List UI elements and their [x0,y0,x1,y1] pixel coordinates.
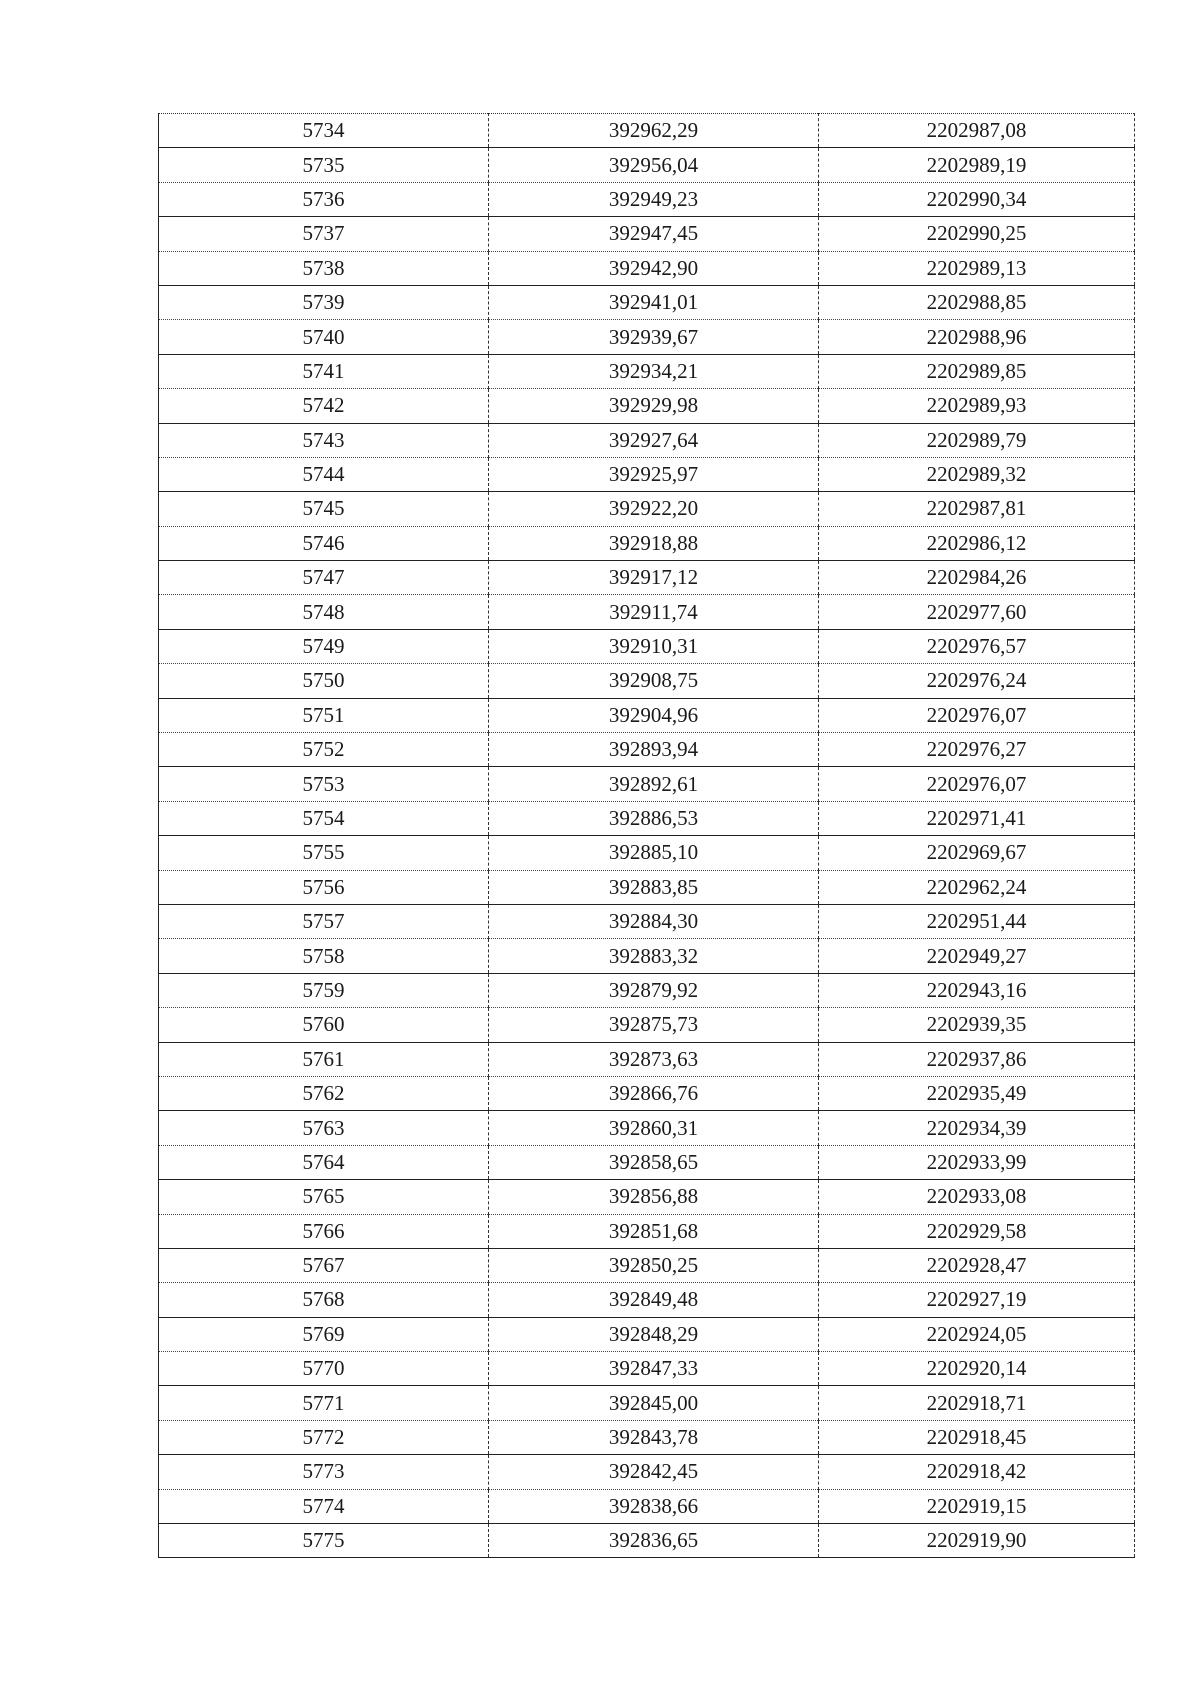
x-coordinate-cell: 392875,73 [489,1008,819,1042]
table-row [159,320,1135,354]
point-number-cell: 5762 [159,1076,489,1110]
y-coordinate-cell: 2202989,79 [819,423,1135,457]
point-number-cell: 5766 [159,1214,489,1248]
y-coordinate-cell: 2202928,47 [819,1248,1135,1282]
point-number-cell: 5751 [159,698,489,732]
table-row [159,767,1135,801]
point-number-cell: 5770 [159,1352,489,1386]
x-coordinate-cell: 392866,76 [489,1076,819,1110]
x-coordinate-cell: 392883,32 [489,939,819,973]
point-number-cell: 5749 [159,629,489,663]
table-row [159,1076,1135,1110]
table-row [159,1455,1135,1489]
y-coordinate-cell: 2202971,41 [819,801,1135,835]
point-number-cell: 5757 [159,904,489,938]
point-number-cell: 5756 [159,870,489,904]
table-row [159,733,1135,767]
table-row [159,148,1135,182]
table-row [159,217,1135,251]
point-number-cell: 5748 [159,595,489,629]
table-row [159,904,1135,938]
table-row [159,1042,1135,1076]
point-number-cell: 5741 [159,354,489,388]
point-number-cell: 5735 [159,148,489,182]
point-number-cell: 5767 [159,1248,489,1282]
y-coordinate-cell: 2202990,25 [819,217,1135,251]
y-coordinate-cell: 2202969,67 [819,836,1135,870]
point-number-cell: 5753 [159,767,489,801]
x-coordinate-cell: 392883,85 [489,870,819,904]
table-row [159,973,1135,1007]
x-coordinate-cell: 392843,78 [489,1420,819,1454]
table-row [159,629,1135,663]
y-coordinate-cell: 2202977,60 [819,595,1135,629]
x-coordinate-cell: 392893,94 [489,733,819,767]
y-coordinate-cell: 2202976,24 [819,664,1135,698]
point-number-cell: 5736 [159,182,489,216]
x-coordinate-cell: 392851,68 [489,1214,819,1248]
point-number-cell: 5768 [159,1283,489,1317]
x-coordinate-cell: 392848,29 [489,1317,819,1351]
table-row [159,561,1135,595]
x-coordinate-cell: 392860,31 [489,1111,819,1145]
point-number-cell: 5750 [159,664,489,698]
y-coordinate-cell: 2202918,71 [819,1386,1135,1420]
table-row [159,595,1135,629]
x-coordinate-cell: 392886,53 [489,801,819,835]
table-row [159,1317,1135,1351]
x-coordinate-cell: 392838,66 [489,1489,819,1523]
y-coordinate-cell: 2202918,45 [819,1420,1135,1454]
y-coordinate-cell: 2202924,05 [819,1317,1135,1351]
x-coordinate-cell: 392941,01 [489,285,819,319]
y-coordinate-cell: 2202934,39 [819,1111,1135,1145]
table-row [159,182,1135,216]
table-row [159,1111,1135,1145]
point-number-cell: 5769 [159,1317,489,1351]
x-coordinate-cell: 392904,96 [489,698,819,732]
table-row [159,251,1135,285]
x-coordinate-cell: 392922,20 [489,492,819,526]
y-coordinate-cell: 2202919,15 [819,1489,1135,1523]
table-row [159,836,1135,870]
x-coordinate-cell: 392873,63 [489,1042,819,1076]
x-coordinate-cell: 392908,75 [489,664,819,698]
x-coordinate-cell: 392884,30 [489,904,819,938]
x-coordinate-cell: 392842,45 [489,1455,819,1489]
x-coordinate-cell: 392879,92 [489,973,819,1007]
x-coordinate-cell: 392910,31 [489,629,819,663]
y-coordinate-cell: 2202919,90 [819,1524,1135,1558]
table-row [159,1283,1135,1317]
y-coordinate-cell: 2202962,24 [819,870,1135,904]
x-coordinate-cell: 392956,04 [489,148,819,182]
x-coordinate-cell: 392849,48 [489,1283,819,1317]
table-row [159,939,1135,973]
table-row [159,870,1135,904]
y-coordinate-cell: 2202987,81 [819,492,1135,526]
coordinates-table [158,113,1135,1558]
y-coordinate-cell: 2202920,14 [819,1352,1135,1386]
point-number-cell: 5752 [159,733,489,767]
y-coordinate-cell: 2202976,07 [819,698,1135,732]
y-coordinate-cell: 2202976,07 [819,767,1135,801]
point-number-cell: 5738 [159,251,489,285]
y-coordinate-cell: 2202984,26 [819,561,1135,595]
y-coordinate-cell: 2202918,42 [819,1455,1135,1489]
table-row [159,1352,1135,1386]
table-row [159,1248,1135,1282]
x-coordinate-cell: 392918,88 [489,526,819,560]
y-coordinate-cell: 2202937,86 [819,1042,1135,1076]
y-coordinate-cell: 2202989,93 [819,389,1135,423]
x-coordinate-cell: 392939,67 [489,320,819,354]
x-coordinate-cell: 392892,61 [489,767,819,801]
point-number-cell: 5773 [159,1455,489,1489]
x-coordinate-cell: 392925,97 [489,457,819,491]
y-coordinate-cell: 2202987,08 [819,114,1135,148]
point-number-cell: 5772 [159,1420,489,1454]
x-coordinate-cell: 392856,88 [489,1180,819,1214]
point-number-cell: 5765 [159,1180,489,1214]
y-coordinate-cell: 2202976,27 [819,733,1135,767]
y-coordinate-cell: 2202927,19 [819,1283,1135,1317]
point-number-cell: 5739 [159,285,489,319]
x-coordinate-cell: 392845,00 [489,1386,819,1420]
point-number-cell: 5737 [159,217,489,251]
table-row [159,698,1135,732]
table-row [159,801,1135,835]
y-coordinate-cell: 2202935,49 [819,1076,1135,1110]
y-coordinate-cell: 2202929,58 [819,1214,1135,1248]
point-number-cell: 5771 [159,1386,489,1420]
table-row [159,389,1135,423]
x-coordinate-cell: 392885,10 [489,836,819,870]
point-number-cell: 5746 [159,526,489,560]
table-row [159,1008,1135,1042]
x-coordinate-cell: 392850,25 [489,1248,819,1282]
point-number-cell: 5759 [159,973,489,1007]
y-coordinate-cell: 2202989,13 [819,251,1135,285]
table-row [159,492,1135,526]
point-number-cell: 5744 [159,457,489,491]
point-number-cell: 5745 [159,492,489,526]
table-row [159,1145,1135,1179]
point-number-cell: 5747 [159,561,489,595]
y-coordinate-cell: 2202989,32 [819,457,1135,491]
x-coordinate-cell: 392934,21 [489,354,819,388]
x-coordinate-cell: 392858,65 [489,1145,819,1179]
point-number-cell: 5755 [159,836,489,870]
point-number-cell: 5754 [159,801,489,835]
table-row [159,423,1135,457]
table-row [159,1420,1135,1454]
point-number-cell: 5734 [159,114,489,148]
table-row [159,1386,1135,1420]
point-number-cell: 5743 [159,423,489,457]
point-number-cell: 5742 [159,389,489,423]
x-coordinate-cell: 392942,90 [489,251,819,285]
x-coordinate-cell: 392949,23 [489,182,819,216]
x-coordinate-cell: 392917,12 [489,561,819,595]
point-number-cell: 5764 [159,1145,489,1179]
y-coordinate-cell: 2202949,27 [819,939,1135,973]
y-coordinate-cell: 2202990,34 [819,182,1135,216]
y-coordinate-cell: 2202986,12 [819,526,1135,560]
x-coordinate-cell: 392947,45 [489,217,819,251]
point-number-cell: 5758 [159,939,489,973]
point-number-cell: 5760 [159,1008,489,1042]
y-coordinate-cell: 2202988,85 [819,285,1135,319]
x-coordinate-cell: 392929,98 [489,389,819,423]
x-coordinate-cell: 392962,29 [489,114,819,148]
table-row [159,664,1135,698]
y-coordinate-cell: 2202989,85 [819,354,1135,388]
table-row [159,1180,1135,1214]
table-row [159,1524,1135,1558]
table-row [159,457,1135,491]
x-coordinate-cell: 392847,33 [489,1352,819,1386]
table-row [159,526,1135,560]
x-coordinate-cell: 392927,64 [489,423,819,457]
point-number-cell: 5775 [159,1524,489,1558]
y-coordinate-cell: 2202943,16 [819,973,1135,1007]
x-coordinate-cell: 392836,65 [489,1524,819,1558]
x-coordinate-cell: 392911,74 [489,595,819,629]
point-number-cell: 5740 [159,320,489,354]
y-coordinate-cell: 2202988,96 [819,320,1135,354]
y-coordinate-cell: 2202939,35 [819,1008,1135,1042]
table-row [159,285,1135,319]
y-coordinate-cell: 2202951,44 [819,904,1135,938]
table-row [159,1214,1135,1248]
y-coordinate-cell: 2202933,08 [819,1180,1135,1214]
y-coordinate-cell: 2202976,57 [819,629,1135,663]
point-number-cell: 5763 [159,1111,489,1145]
y-coordinate-cell: 2202933,99 [819,1145,1135,1179]
coordinates-table-body [159,114,1135,1558]
table-row [159,354,1135,388]
table-row [159,1489,1135,1523]
point-number-cell: 5774 [159,1489,489,1523]
table-row [159,114,1135,148]
y-coordinate-cell: 2202989,19 [819,148,1135,182]
point-number-cell: 5761 [159,1042,489,1076]
